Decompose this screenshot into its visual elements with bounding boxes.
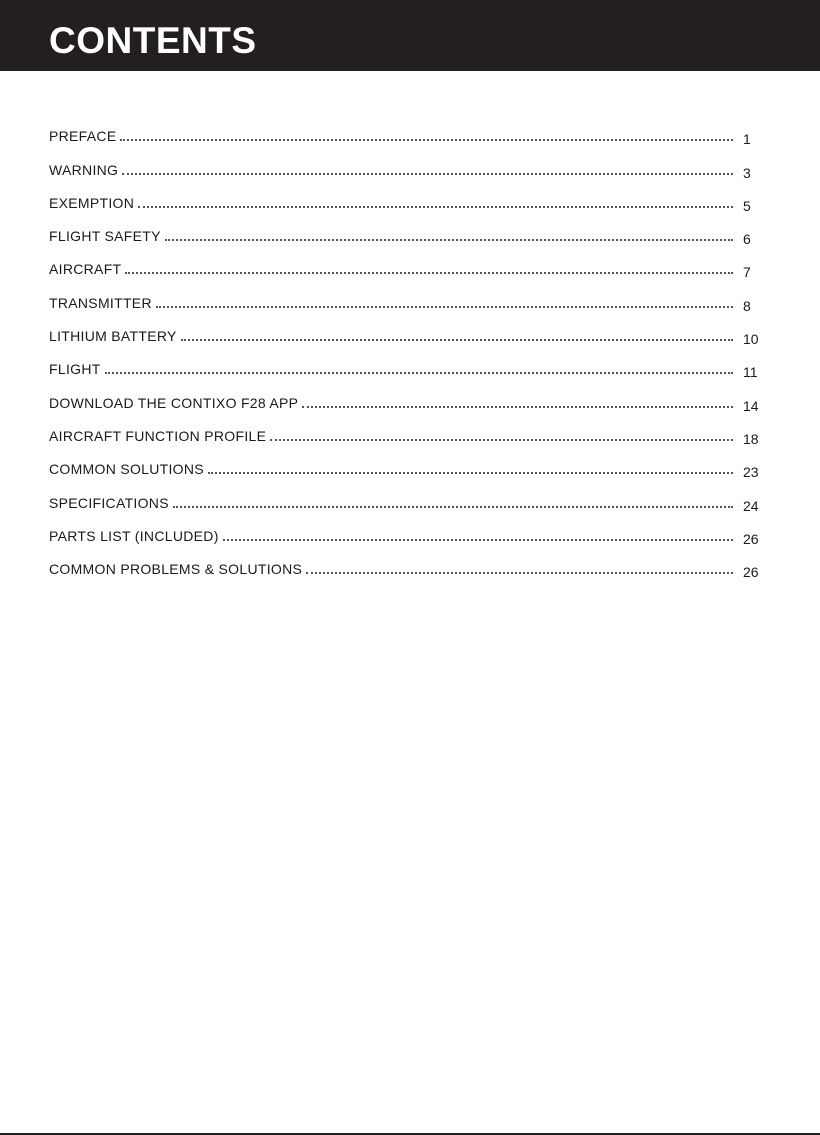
toc-entry-label: COMMON SOLUTIONS <box>49 461 204 478</box>
toc-dot-leader <box>223 539 733 541</box>
toc-entry-page: 23 <box>743 464 759 481</box>
toc-entry-label: EXEMPTION <box>49 194 135 211</box>
toc-dot-leader <box>306 572 733 574</box>
toc-entry-label: PREFACE <box>49 128 117 145</box>
toc-entry-flight-safety[interactable] <box>49 212 765 248</box>
toc-entry-label: FLIGHT SAFETY <box>49 228 161 245</box>
toc-entry-label: PARTS LIST (INCLUDED) <box>49 527 219 544</box>
toc-entry-transmitter[interactable] <box>49 278 765 314</box>
toc-entry-common-solutions[interactable] <box>49 445 765 481</box>
toc-dot-leader <box>208 472 733 474</box>
toc-entry-page: 18 <box>743 430 759 447</box>
toc-entry-parts-list[interactable] <box>49 512 765 545</box>
toc-entry-page: 8 <box>743 297 751 314</box>
toc-entry-page: 6 <box>743 231 751 248</box>
toc-entry-exemption[interactable] <box>49 179 765 212</box>
toc-dot-leader <box>138 206 733 208</box>
toc-entry-label: COMMON PROBLEMS & SOLUTIONS <box>49 561 303 578</box>
toc-entry-lithium-battery[interactable] <box>49 312 765 348</box>
toc-entry-label: AIRCRAFT <box>49 261 122 278</box>
toc-entry-page: 14 <box>743 397 759 414</box>
toc-dot-leader <box>270 439 733 441</box>
header-bar <box>0 0 820 71</box>
toc-entry-page: 3 <box>743 164 751 181</box>
toc-entry-label: DOWNLOAD THE CONTIXO F28 APP <box>49 394 299 411</box>
toc-dot-leader <box>165 239 733 241</box>
toc-entry-aircraft-function-profile[interactable] <box>49 412 765 445</box>
toc-entry-label: FLIGHT <box>49 361 101 378</box>
toc-dot-leader <box>122 173 733 175</box>
toc-entry-page: 11 <box>743 364 758 381</box>
toc-entry-label: LITHIUM BATTERY <box>49 328 177 345</box>
toc-dot-leader <box>181 339 733 341</box>
toc-entry-page: 7 <box>743 264 751 281</box>
toc-entry-specifications[interactable] <box>49 478 765 514</box>
toc-entry-aircraft[interactable] <box>49 245 765 281</box>
toc-dot-leader <box>120 139 733 141</box>
toc-entry-label: AIRCRAFT FUNCTION PROFILE <box>49 427 267 444</box>
toc-entry-label: TRANSMITTER <box>49 294 152 311</box>
toc-entry-page: 24 <box>743 497 759 514</box>
toc-dot-leader <box>105 372 733 374</box>
toc-dot-leader <box>156 306 733 308</box>
toc-entry-warning[interactable] <box>49 145 765 181</box>
toc-entry-common-problems-solutions[interactable] <box>49 545 765 581</box>
toc-entry-page: 26 <box>743 564 759 581</box>
table-of-contents <box>49 112 765 581</box>
toc-entry-page: 5 <box>743 197 751 214</box>
toc-entry-page: 26 <box>743 530 759 547</box>
toc-entry-download-app[interactable] <box>49 378 765 414</box>
toc-entry-page: 1 <box>743 131 751 148</box>
page-title: CONTENTS <box>49 20 257 61</box>
toc-entry-preface[interactable] <box>49 112 765 148</box>
toc-entry-page: 10 <box>743 331 759 348</box>
toc-entry-label: SPECIFICATIONS <box>49 494 169 511</box>
toc-dot-leader <box>302 406 733 408</box>
toc-dot-leader <box>125 272 733 274</box>
toc-entry-label: WARNING <box>49 161 119 178</box>
toc-entry-flight[interactable] <box>49 345 765 381</box>
toc-dot-leader <box>173 506 733 508</box>
